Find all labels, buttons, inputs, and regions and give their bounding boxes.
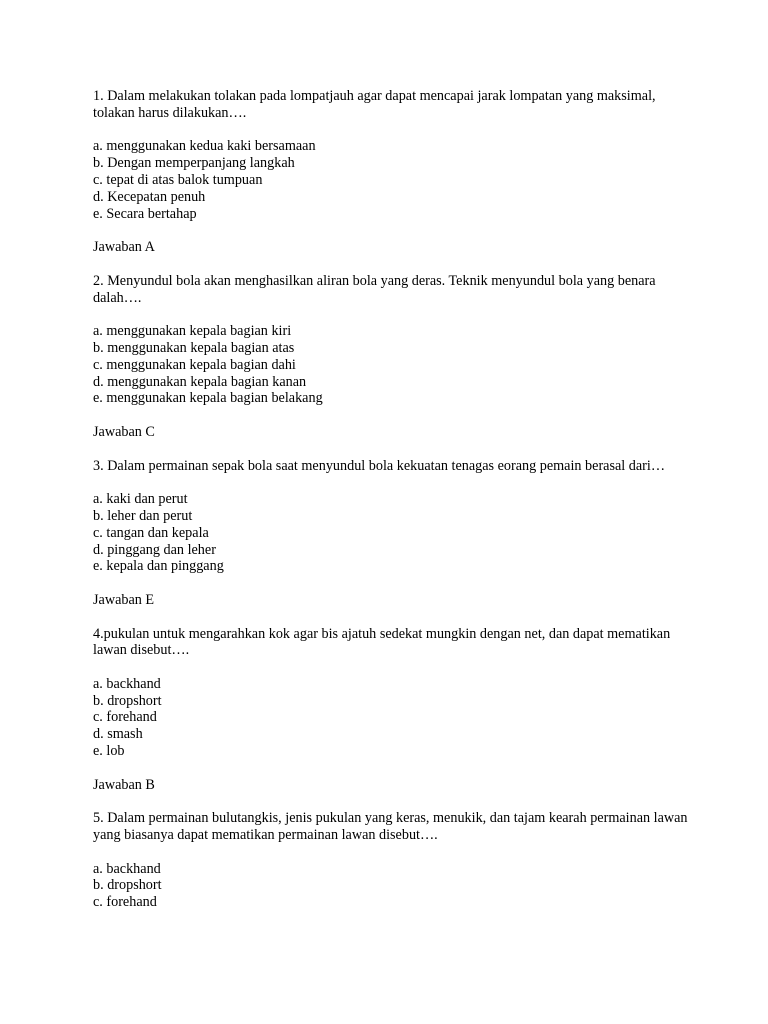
option-d: d. Kecepatan penuh <box>93 188 206 205</box>
option-a: a. kaki dan perut <box>93 491 188 508</box>
question-text: 1. Dalam melakukan tolakan pada lompatjauh agar dapat mencapai jarak lompatan yang maksimal, tolakan harus dilakukan…. <box>93 88 656 121</box>
option-b: b. Dengan memperpanjang langkah <box>93 155 295 172</box>
option-a: a. menggunakan kepala bagian kiri <box>93 323 292 340</box>
options-list <box>93 138 693 222</box>
question-5 <box>93 810 693 911</box>
options-list <box>93 861 693 911</box>
question-text: 5. Dalam permainan bulutangkis, jenis pukulan yang keras, menukik, dan tajam kearah permainan lawan yang biasanya dapat mematikan permainan lawan disebut…. <box>93 810 688 844</box>
answer-line: Jawaban C <box>93 423 155 440</box>
answer-line: Jawaban E <box>93 591 155 608</box>
option-a: a. backhand <box>93 860 161 877</box>
question-text: 3. Dalam permainan sepak bola saat menyundul bola kekuatan tenagas eorang pemain berasal dari… <box>93 457 666 474</box>
option-d: d. smash <box>93 726 143 743</box>
question-4 <box>93 626 693 794</box>
question-text: 2. Menyundul bola akan menghasilkan aliran bola yang deras. Teknik menyundul bola yang benara dalah…. <box>93 272 656 306</box>
option-b: b. leher dan perut <box>93 507 193 524</box>
option-e: e. kepala dan pinggang <box>93 558 224 575</box>
option-c: c. forehand <box>93 894 157 911</box>
option-c: c. forehand <box>93 709 157 726</box>
question-1 <box>93 88 693 256</box>
option-a: a. backhand <box>93 675 161 692</box>
answer-line: Jawaban A <box>93 239 155 256</box>
option-c: c. tepat di atas balok tumpuan <box>93 171 263 188</box>
option-a: a. menggunakan kedua kaki bersamaan <box>93 138 316 155</box>
options-list <box>93 323 693 407</box>
question-2 <box>93 273 693 441</box>
option-d: d. menggunakan kepala bagian kanan <box>93 373 307 390</box>
option-e: e. menggunakan kepala bagian belakang <box>93 390 323 407</box>
answer-line: Jawaban B <box>93 776 155 793</box>
option-e: e. Secara bertahap <box>93 205 197 222</box>
question-3 <box>93 458 693 609</box>
question-text: 4.pukulan untuk mengarahkan kok agar bis ajatuh sedekat mungkin dengan net, dan dapat mematikan lawan disebut…. <box>93 625 671 659</box>
option-e: e. lob <box>93 743 125 760</box>
document-page <box>93 88 693 928</box>
option-d: d. pinggang dan leher <box>93 541 216 558</box>
option-b: b. dropshort <box>93 877 162 894</box>
option-b: b. dropshort <box>93 692 162 709</box>
options-list <box>93 676 693 760</box>
option-b: b. menggunakan kepala bagian atas <box>93 339 295 356</box>
options-list <box>93 491 693 575</box>
option-c: c. tangan dan kepala <box>93 524 209 541</box>
option-c: c. menggunakan kepala bagian dahi <box>93 356 296 373</box>
